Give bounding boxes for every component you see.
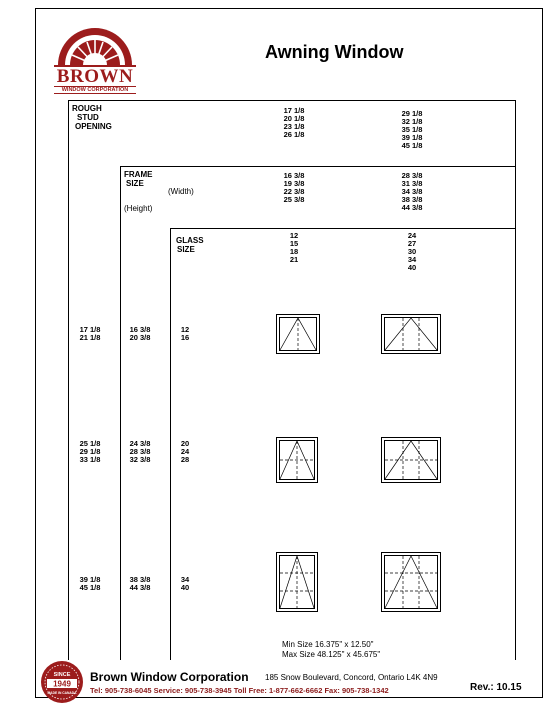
- cell-value: 20 3/8: [129, 333, 151, 342]
- cell-value: 28: [180, 455, 190, 464]
- awning-window-diagram-icon: [381, 437, 441, 483]
- cell-value: 24 3/8: [129, 439, 151, 448]
- cell-value: 26 1/8: [283, 130, 305, 139]
- cell-value: 35 1/8: [401, 125, 423, 134]
- cell-value: 34: [407, 255, 417, 264]
- cell-value: 12: [180, 325, 190, 334]
- cell-value: 17 1/8: [79, 325, 101, 334]
- rough-col2: [392, 110, 432, 150]
- rough-col1: [274, 107, 314, 139]
- cell-value: 15: [289, 239, 299, 248]
- logo-name: BROWN: [56, 66, 134, 87]
- width-label: (Width): [168, 187, 194, 196]
- cell-value: 19 3/8: [283, 179, 305, 188]
- awning-window-diagram-icon: [381, 552, 441, 612]
- cell-value: 45 1/8: [401, 141, 423, 150]
- row2-rough: [70, 440, 110, 464]
- row1-rough: [70, 326, 110, 342]
- row2-glass: [165, 440, 205, 464]
- row1-frame: [120, 326, 160, 342]
- cell-value: 38 3/8: [129, 575, 151, 584]
- cell-value: 32 1/8: [401, 117, 423, 126]
- cell-value: 24: [407, 231, 417, 240]
- cell-value: 25 1/8: [79, 439, 101, 448]
- rough-label-line: OPENING: [75, 122, 112, 131]
- cell-value: 31 3/8: [401, 179, 423, 188]
- cell-value: 21 1/8: [79, 333, 101, 342]
- row3-glass: [165, 576, 205, 592]
- awning-window-diagram-icon: [381, 314, 441, 354]
- company-address: 185 Snow Boulevard, Concord, Ontario L4K 4N9: [265, 673, 438, 682]
- cell-value: 45 1/8: [79, 583, 101, 592]
- row3-frame: [120, 576, 160, 592]
- awning-window-diagram-icon: [276, 552, 318, 612]
- company-name: Brown Window Corporation: [90, 670, 249, 684]
- cell-value: 39 1/8: [79, 575, 101, 584]
- height-label: (Height): [124, 204, 153, 213]
- cell-value: 20: [180, 439, 190, 448]
- cell-value: 21: [289, 255, 299, 264]
- row2-frame: [120, 440, 160, 464]
- cell-value: 27: [407, 239, 417, 248]
- rough-label-line: ROUGH: [72, 104, 102, 113]
- seal-bottom-text: MADE IN CANADA: [47, 691, 77, 695]
- frame-size-label: [124, 170, 152, 188]
- cell-value: 17 1/8: [283, 106, 305, 115]
- glass-label-line: GLASS: [176, 236, 204, 245]
- cell-value: 20 1/8: [283, 114, 305, 123]
- min-size-text: Min Size 16.375" x 12.50": [282, 640, 374, 649]
- cell-value: 28 3/8: [401, 171, 423, 180]
- size-limits: [282, 640, 380, 660]
- cell-value: 29 1/8: [401, 109, 423, 118]
- frame-label-line: SIZE: [126, 179, 144, 188]
- cell-value: 18: [289, 247, 299, 256]
- cell-value: 32 3/8: [129, 455, 151, 464]
- page-title: Awning Window: [265, 42, 404, 62]
- cell-value: 23 1/8: [283, 122, 305, 131]
- cell-value: 12: [289, 231, 299, 240]
- since-1949-seal-icon: [40, 660, 84, 704]
- awning-window-diagram-icon: [276, 314, 320, 354]
- glass-size-label: [176, 236, 204, 254]
- cell-value: 40: [180, 583, 190, 592]
- frame-label-line: FRAME: [124, 170, 153, 179]
- row1-glass: [165, 326, 205, 342]
- row3-rough: [70, 576, 110, 592]
- cell-value: 16 3/8: [129, 325, 151, 334]
- glass-size-box: [170, 228, 516, 660]
- cell-value: 28 3/8: [129, 447, 151, 456]
- cell-value: 40: [407, 263, 417, 272]
- cell-value: 29 1/8: [79, 447, 101, 456]
- seal-year-text: 1949: [53, 679, 71, 689]
- glass-col1: [274, 232, 314, 264]
- glass-col2: [392, 232, 432, 272]
- cell-value: 39 1/8: [401, 133, 423, 142]
- seal-top-text: SINCE: [53, 672, 71, 678]
- cell-value: 22 3/8: [283, 187, 305, 196]
- rough-stud-label: [72, 104, 112, 131]
- cell-value: 25 3/8: [283, 195, 305, 204]
- frame-col1: [274, 172, 314, 204]
- cell-value: 44 3/8: [129, 583, 151, 592]
- cell-value: 44 3/8: [401, 203, 423, 212]
- cell-value: 33 1/8: [79, 455, 101, 464]
- cell-value: 30: [407, 247, 417, 256]
- max-size-text: Max Size 48.125" x 45.675": [282, 650, 381, 659]
- revision-label: Rev.: 10.15: [470, 682, 522, 693]
- awning-window-diagram-icon: [276, 437, 318, 483]
- cell-value: 16 3/8: [283, 171, 305, 180]
- company-contact: Tel: 905-738-6045 Service: 905-738-3945 Toll Free: 1-877-662-6662 Fax: 905-738-1342: [90, 686, 389, 695]
- cell-value: 38 3/8: [401, 195, 423, 204]
- cell-value: 24: [180, 447, 190, 456]
- cell-value: 16: [180, 333, 190, 342]
- glass-label-line: SIZE: [177, 245, 195, 254]
- cell-value: 34: [180, 575, 190, 584]
- logo-subtitle: WINDOW CORPORATION: [54, 86, 136, 94]
- cell-value: 34 3/8: [401, 187, 423, 196]
- frame-col2: [392, 172, 432, 212]
- rough-label-line: STUD: [77, 113, 99, 122]
